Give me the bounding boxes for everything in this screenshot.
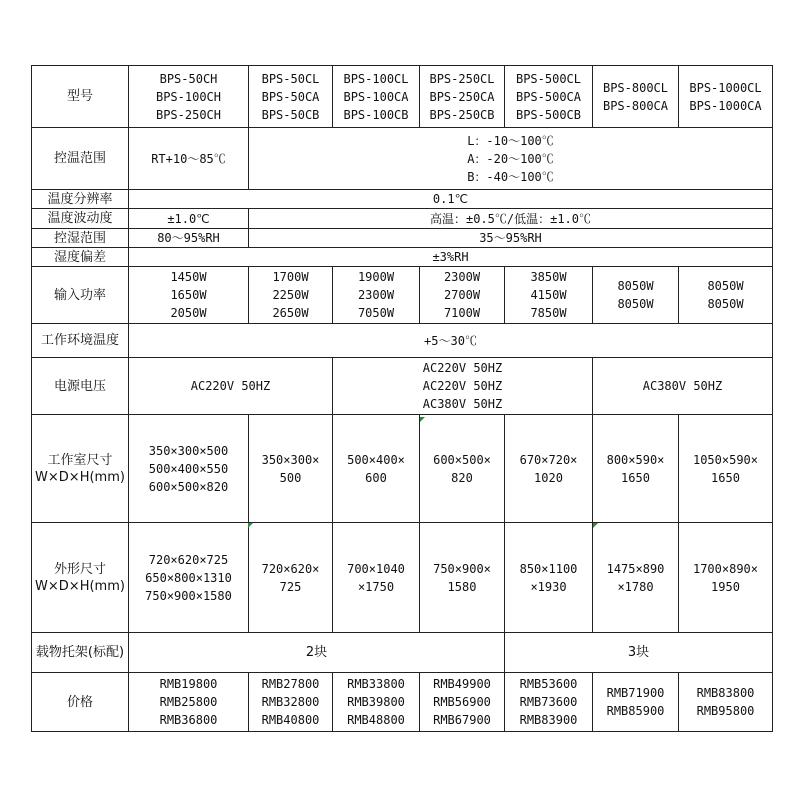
price-cell: RMB19800 RMB25800 RMB36800	[129, 673, 249, 732]
label-temp-resolution: 温度分辨率	[32, 190, 129, 209]
row-price	[32, 673, 773, 732]
price-cell: RMB33800 RMB39800 RMB48800	[333, 673, 420, 732]
outer-size-cell: 1475×890 ×1780	[593, 523, 679, 633]
outer-size-cell: 720×620× 725	[249, 523, 333, 633]
model-cell: BPS-100CL BPS-100CA BPS-100CB	[333, 66, 420, 128]
power-cell: 8050W 8050W	[679, 267, 773, 324]
chamber-size-cell: 1050×590× 1650	[679, 415, 773, 523]
voltage-group-1: AC220V 50HZ	[129, 358, 333, 415]
label-power: 输入功率	[32, 267, 129, 324]
label-humidity-deviation: 湿度偏差	[32, 248, 129, 267]
chamber-size-cell: 350×300× 500	[249, 415, 333, 523]
model-cell: BPS-800CL BPS-800CA	[593, 66, 679, 128]
comment-marker	[248, 523, 253, 528]
power-cell: 2300W 2700W 7100W	[420, 267, 505, 324]
label-shelves: 载物托架(标配)	[32, 633, 129, 673]
price-cell: RMB71900 RMB85900	[593, 673, 679, 732]
model-cell: BPS-50CL BPS-50CA BPS-50CB	[249, 66, 333, 128]
row-outer-size	[32, 523, 773, 633]
comment-marker	[420, 417, 425, 422]
outer-size-cell: 700×1040 ×1750	[333, 523, 420, 633]
price-cell: RMB53600 RMB73600 RMB83900	[505, 673, 593, 732]
shelves-group-2: 3块	[505, 633, 773, 673]
label-env-temp: 工作环境温度	[32, 324, 129, 358]
price-cell: RMB49900 RMB56900 RMB67900	[420, 673, 505, 732]
temp-resolution-value: 0.1℃	[129, 190, 773, 209]
humidity-range-others: 35～95%RH	[249, 229, 773, 248]
label-chamber-size: 工作室尺寸 W×D×H(mm)	[32, 415, 129, 523]
voltage-group-2: AC220V 50HZ AC220V 50HZ AC380V 50HZ	[333, 358, 593, 415]
row-humidity-deviation	[32, 248, 773, 267]
label-temp-fluctuation: 温度波动度	[32, 209, 129, 229]
chamber-size-cell: 350×300×500 500×400×550 600×500×820	[129, 415, 249, 523]
temp-range-others: L：-10～100℃ A：-20～100℃ B：-40～100℃	[249, 128, 773, 190]
label-price: 价格	[32, 673, 129, 732]
outer-size-cell: 720×620×725 650×800×1310 750×900×1580	[129, 523, 249, 633]
temp-fluctuation-others: 高温：±0.5℃/低温：±1.0℃	[249, 209, 773, 229]
humidity-range-ch: 80～95%RH	[129, 229, 249, 248]
row-power	[32, 267, 773, 324]
outer-size-cell: 750×900× 1580	[420, 523, 505, 633]
env-temp-value: +5～30℃	[129, 324, 773, 358]
row-shelves	[32, 633, 773, 673]
chamber-size-cell: 500×400× 600	[333, 415, 420, 523]
shelves-group-1: 2块	[129, 633, 505, 673]
row-temp-fluctuation	[32, 209, 773, 229]
model-cell: BPS-250CL BPS-250CA BPS-250CB	[420, 66, 505, 128]
price-cell: RMB27800 RMB32800 RMB40800	[249, 673, 333, 732]
voltage-group-3: AC380V 50HZ	[593, 358, 773, 415]
power-cell: 3850W 4150W 7850W	[505, 267, 593, 324]
row-temp-resolution	[32, 190, 773, 209]
chamber-size-cell: 670×720× 1020	[505, 415, 593, 523]
label-outer-size: 外形尺寸 W×D×H(mm)	[32, 523, 129, 633]
chamber-size-cell: 600×500× 820	[420, 415, 505, 523]
row-voltage	[32, 358, 773, 415]
label-voltage: 电源电压	[32, 358, 129, 415]
power-cell: 1450W 1650W 2050W	[129, 267, 249, 324]
temp-range-ch: RT+10～85℃	[129, 128, 249, 190]
temp-fluctuation-ch: ±1.0℃	[129, 209, 249, 229]
humidity-deviation-value: ±3%RH	[129, 248, 773, 267]
power-cell: 1700W 2250W 2650W	[249, 267, 333, 324]
model-cell: BPS-50CH BPS-100CH BPS-250CH	[129, 66, 249, 128]
row-humidity-range	[32, 229, 773, 248]
row-temp-range	[32, 128, 773, 190]
power-cell: 1900W 2300W 7050W	[333, 267, 420, 324]
outer-size-cell: 1700×890× 1950	[679, 523, 773, 633]
label-humidity-range: 控湿范围	[32, 229, 129, 248]
label-model: 型号	[32, 66, 129, 128]
label-temp-range: 控温范围	[32, 128, 129, 190]
comment-marker	[593, 523, 598, 528]
spec-table	[31, 65, 773, 732]
power-cell: 8050W 8050W	[593, 267, 679, 324]
price-cell: RMB83800 RMB95800	[679, 673, 773, 732]
chamber-size-cell: 800×590× 1650	[593, 415, 679, 523]
model-cell: BPS-1000CL BPS-1000CA	[679, 66, 773, 128]
row-model	[32, 66, 773, 128]
outer-size-cell: 850×1100 ×1930	[505, 523, 593, 633]
row-chamber-size	[32, 415, 773, 523]
row-env-temp	[32, 324, 773, 358]
model-cell: BPS-500CL BPS-500CA BPS-500CB	[505, 66, 593, 128]
